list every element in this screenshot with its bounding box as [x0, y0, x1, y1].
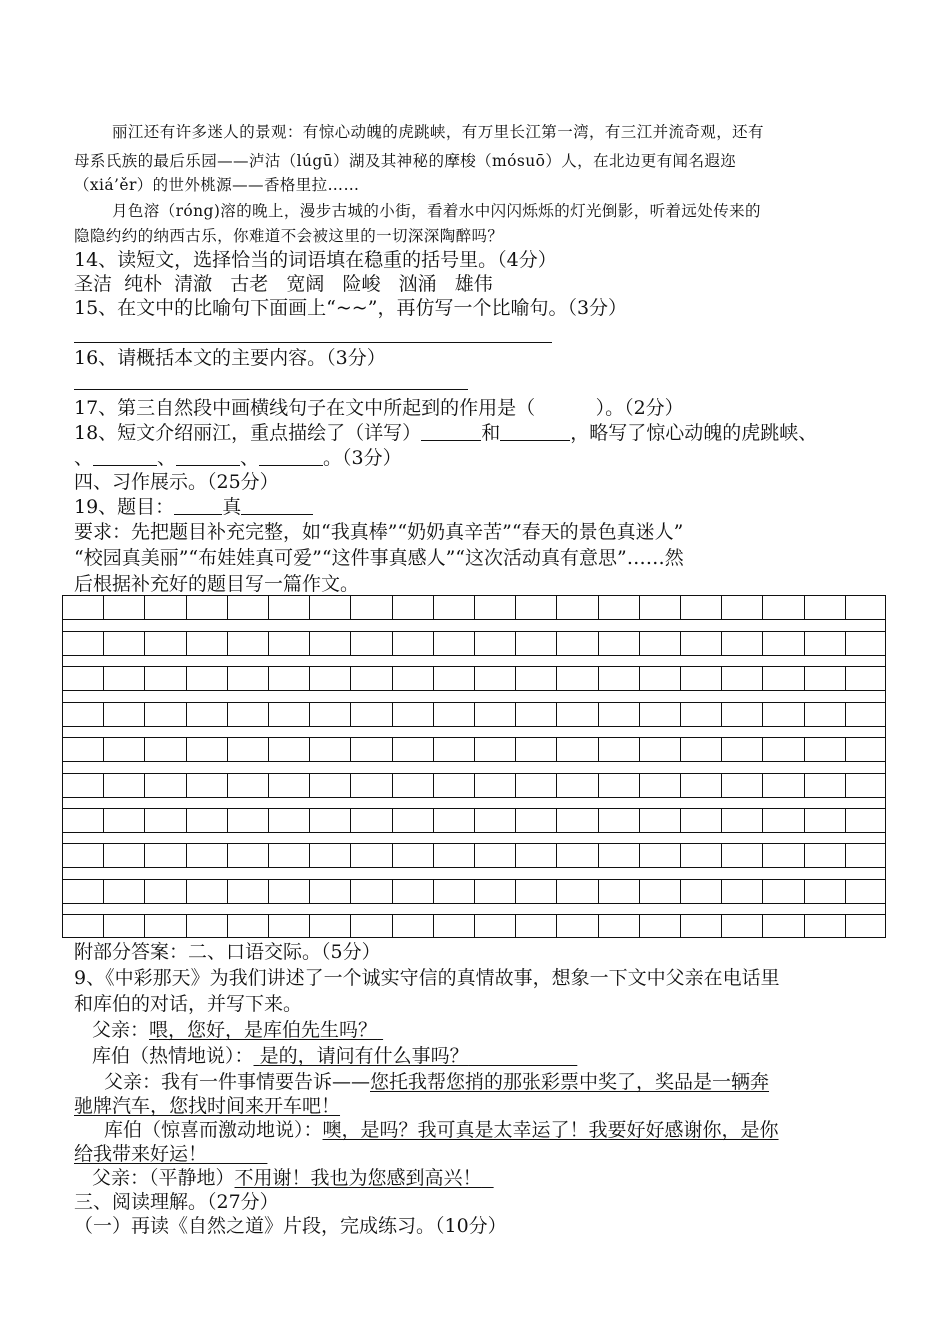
kubo-label-2: 库伯（惊喜而激动地说）：: [104, 1119, 323, 1141]
question-18-line1: [74, 421, 817, 445]
question-18-brief: ，略写了惊心动魄的虎跳峡、: [570, 422, 818, 444]
kubo-line-1: 是的，请问有什么事吗？: [259, 1045, 469, 1067]
underline-tail: [482, 1167, 494, 1189]
father-line-3: 不用谢！我也为您感到高兴！: [234, 1167, 482, 1189]
kubo-line-2a: 噢，是吗？我可真是太幸运了！我要好好感谢你，是你: [322, 1119, 779, 1141]
question-18-blank-4[interactable]: [176, 447, 240, 466]
question-19-blank-1[interactable]: [174, 496, 222, 515]
dialogue-kubo-1: [92, 1044, 577, 1068]
composition-grid-lines: [62, 595, 886, 938]
passage-p1-line2: 母系氏族的最后乐园——泸沽（lúgū）湖及其神秘的摩梭（mósuō）人，在北边更有闻名遐迩: [74, 152, 737, 170]
question-15: 15、在文中的比喻句下面画上“~~”，再仿写一个比喻句。（3分）: [74, 297, 628, 319]
question-18-blank-2[interactable]: [500, 422, 570, 441]
question-18-line2: [74, 446, 402, 470]
question-19-blank-2[interactable]: [241, 496, 313, 515]
dialogue-father-1: [92, 1018, 383, 1042]
dialogue-father-2-cont: [74, 1094, 340, 1118]
question-19-label: 19、题目：: [74, 496, 175, 518]
section-4-heading: 四、习作展示。（25分）: [74, 471, 279, 493]
father-line-2a: 您托我帮您捎的那张彩票中奖了，奖品是一辆奔: [370, 1071, 770, 1093]
question-16: 16、请概括本文的主要内容。（3分）: [74, 347, 386, 369]
question-17: 17、第三自然段中画横线句子在文中所起到的作用是（ ）。（2分）: [74, 397, 684, 419]
question-18-comma: 、: [240, 447, 260, 469]
dialogue-father-2: [104, 1070, 769, 1094]
question-14: 14、读短文，选择恰当的词语填在稳重的括号里。（4分）: [74, 249, 557, 271]
requirement-line3: 后根据补充好的题目写一篇作文。: [74, 573, 360, 595]
underline-tail: [469, 1045, 578, 1067]
father-line-1: 喂，您好，是库伯先生吗？: [149, 1019, 378, 1041]
passage-p1-line1: 丽江还有许多迷人的景观：有惊心动魄的虎跳峡，有万里长江第一湾，有三江并流奇观，还有: [112, 123, 764, 141]
question-19-zhen: 真: [222, 496, 242, 518]
question-18-comma: 、: [74, 447, 94, 469]
question-14-word-bank: 圣洁 纯朴 清澈 古老 宽阔 险峻 汹涌 雄伟: [74, 273, 493, 295]
passage-p2-line1: 月色溶（róng)溶的晚上，漫步古城的小街，看着水中闪闪烁烁的灯光倒影，听着远处传来的: [112, 202, 761, 220]
father-label-2: 父亲：我有一件事情要告诉——: [104, 1071, 371, 1093]
question-18-comma: 、: [157, 447, 177, 469]
question-18-and: 和: [481, 422, 501, 444]
question-9-line1: 9、《中彩那天》为我们讲述了一个诚实守信的真情故事，想象一下文中父亲在电话里: [74, 967, 780, 989]
question-18-blank-5[interactable]: [259, 447, 323, 466]
kubo-line-2b: 给我带来好运！: [74, 1143, 208, 1165]
dialogue-father-3: [92, 1166, 494, 1190]
question-18-blank-3[interactable]: [93, 447, 157, 466]
father-line-2b: 驰牌汽车，您找时间来开车吧！: [74, 1095, 341, 1117]
question-9-line2: 和库伯的对话，并写下来。: [74, 993, 303, 1015]
question-15-answer-line[interactable]: [74, 342, 552, 343]
question-18-end: 。（3分）: [323, 447, 402, 469]
section-3-heading: 三、阅读理解。（27分）: [74, 1191, 279, 1213]
passage-p2-line2: 隐隐约约的纳西古乐，你难道不会被这里的一切深深陶醉吗？: [74, 227, 504, 245]
reading-part-1: （一）再读《自然之道》片段，完成练习。（10分）: [74, 1215, 507, 1237]
answers-heading: 附部分答案：二、口语交际。（5分）: [74, 941, 381, 963]
passage-p1-line3: （xiá’ěr）的世外桃源——香格里拉……: [74, 176, 360, 194]
question-18-prompt: 18、短文介绍丽江，重点描绘了（详写）: [74, 422, 422, 444]
requirement-line1: 要求：先把题目补充完整，如“我真棒”“奶奶真辛苦”“春天的景色真迷人”: [74, 521, 684, 543]
underline-tail: [377, 1019, 383, 1041]
question-16-answer-line[interactable]: [74, 389, 468, 390]
father-label: 父亲：: [92, 1019, 150, 1041]
question-19-title: [74, 495, 313, 519]
kubo-label: 库伯（热情地说）：: [92, 1045, 254, 1067]
dialogue-kubo-2-cont: [74, 1142, 267, 1166]
underline-tail: [207, 1143, 267, 1165]
dialogue-kubo-2: [104, 1118, 779, 1142]
question-18-blank-1[interactable]: [421, 422, 481, 441]
composition-grid[interactable]: [62, 595, 886, 938]
father-label-3: 父亲：（平静地）: [92, 1167, 235, 1189]
requirement-line2: “校园真美丽”“布娃娃真可爱”“这件事真感人”“这次活动真有意思”……然: [74, 547, 684, 569]
